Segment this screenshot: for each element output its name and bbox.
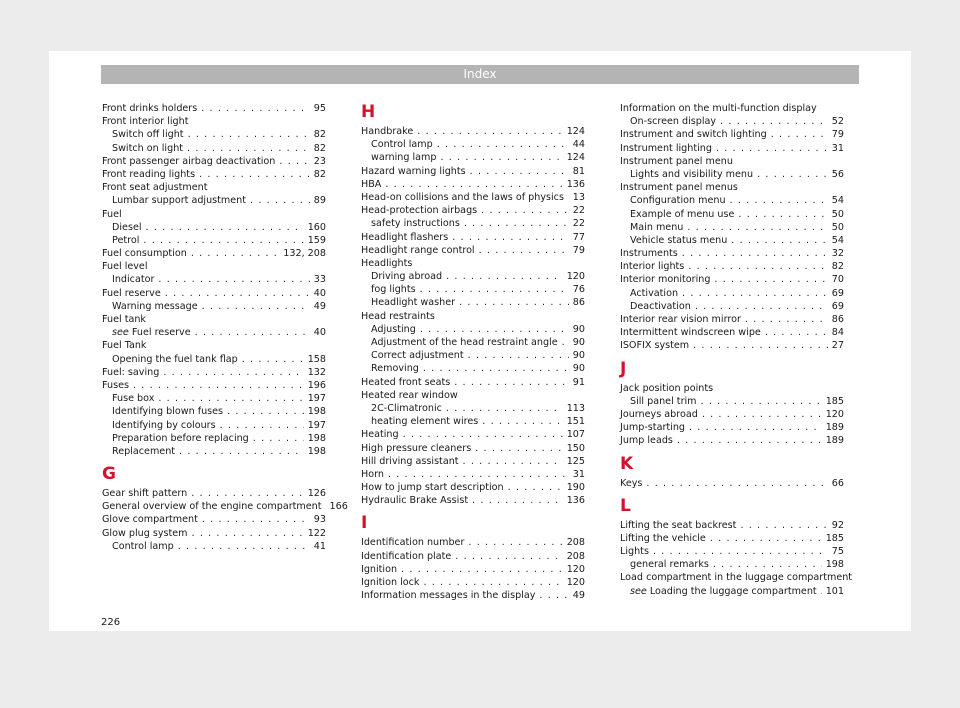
- index-subentry: [620, 115, 844, 128]
- index-entry: [361, 563, 585, 576]
- entry-page: 50: [831, 221, 844, 233]
- entry-page: 44: [572, 139, 585, 151]
- entry-term: 2C-Climatronic: [371, 402, 442, 414]
- index-entry: [620, 421, 844, 434]
- entry-term: Ignition: [361, 563, 398, 575]
- index-entry: [102, 102, 326, 115]
- entry-page: 66: [831, 477, 844, 489]
- entry-term: High pressure cleaners: [361, 442, 472, 454]
- index-subentry: [361, 402, 585, 415]
- index-entry: [620, 273, 844, 286]
- index-entry: [361, 536, 585, 549]
- entry-page: 33: [313, 274, 326, 286]
- page-number: 226: [101, 617, 121, 628]
- index-entry: [361, 550, 585, 563]
- index-subentry: [102, 142, 326, 155]
- entry-page: 86: [831, 314, 844, 325]
- entry-term: Handbrake: [361, 126, 414, 137]
- entry-term: Vehicle status menu: [630, 234, 728, 246]
- entry-page: 101: [825, 585, 844, 597]
- entry-page: 189: [825, 422, 844, 434]
- entry-term: Fuel: saving: [102, 366, 160, 378]
- entry-term: Control lamp: [371, 139, 433, 151]
- index-subentry: [620, 234, 844, 247]
- entry-page: 54: [831, 195, 844, 207]
- entry-page: 120: [566, 577, 585, 588]
- entry-term: Identifying by colours: [112, 419, 216, 431]
- entry-page: 82: [313, 142, 326, 154]
- entry-page: 196: [307, 379, 326, 391]
- entry-page: 150: [566, 442, 585, 454]
- index-heading: Heated rear window: [361, 389, 458, 401]
- index-subentry: [361, 270, 585, 283]
- entry-page: 198: [307, 432, 326, 444]
- entry-term: Headlight range control: [361, 244, 475, 256]
- index-subentry: [102, 326, 326, 339]
- index-entry: [102, 527, 326, 540]
- entry-term: Gear shift pattern: [102, 488, 188, 500]
- index-entry: [361, 231, 585, 244]
- index-subentry: [361, 151, 585, 164]
- entry-page: 120: [566, 271, 585, 283]
- entry-term: Keys: [620, 477, 643, 489]
- entry-page: 189: [825, 435, 844, 447]
- index-entry: [361, 165, 585, 178]
- entry-term: Identifying blown fuses: [112, 406, 224, 418]
- entry-page: 132, 208: [283, 248, 326, 260]
- index-entry: [102, 487, 326, 500]
- entry-term: Adjustment of the head restraint angle: [371, 337, 558, 348]
- section-letter: K: [620, 453, 634, 474]
- page-title: Index: [463, 67, 497, 81]
- entry-page: 90: [572, 363, 585, 375]
- index-heading: Fuel level: [102, 261, 148, 273]
- index-entry: [620, 326, 844, 339]
- index-subentry: [102, 353, 326, 366]
- entry-term: Glove compartment: [102, 514, 198, 526]
- index-subentry: [361, 138, 585, 151]
- entry-term: Heated front seats: [361, 376, 451, 388]
- index-heading: Jack position points: [620, 382, 714, 394]
- index-column-2: [361, 102, 585, 602]
- index-entry: [620, 128, 844, 141]
- entry-page: 160: [307, 221, 326, 233]
- entry-page: 122: [307, 527, 326, 539]
- entry-term: Main menu: [630, 221, 684, 233]
- entry-term: Adjusting: [371, 323, 416, 335]
- index-entry: [620, 477, 844, 490]
- index-entry: [102, 287, 326, 300]
- index-column-1: [102, 102, 348, 553]
- entry-page: 159: [307, 234, 326, 246]
- entry-term: Instrument lighting: [620, 142, 712, 154]
- entry-term: Glow plug system: [102, 527, 188, 539]
- entry-page: 86: [572, 297, 585, 309]
- entry-term: Preparation before replacing: [112, 432, 249, 444]
- entry-term: Head-on collisions and the laws of physics: [361, 191, 564, 203]
- index-entry: [102, 513, 326, 526]
- index-subentry: [620, 208, 844, 221]
- entry-page: 77: [572, 231, 585, 243]
- entry-term: Control lamp: [112, 540, 174, 552]
- entry-page: 120: [566, 563, 585, 575]
- entry-page: 50: [831, 208, 844, 220]
- index-subentry: [361, 349, 585, 362]
- entry-term: How to jump start description: [361, 482, 504, 494]
- index-heading: Headlights: [361, 257, 413, 269]
- index-subentry: [620, 300, 844, 313]
- entry-page: 32: [831, 248, 844, 260]
- entry-page: 158: [307, 353, 326, 365]
- section-letter: L: [620, 495, 631, 516]
- entry-term: Fuel reserve: [102, 287, 161, 299]
- entry-page: 90: [572, 323, 585, 335]
- index-subentry: [620, 585, 844, 598]
- index-entry: [620, 247, 844, 260]
- index-heading: Instrument panel menus: [620, 182, 738, 194]
- index-entry: [361, 244, 585, 257]
- entry-page: 82: [313, 129, 326, 141]
- index-subentry: [102, 405, 326, 418]
- entry-page: 126: [307, 488, 326, 500]
- index-subentry: [620, 221, 844, 234]
- entry-term: Heating: [361, 429, 399, 441]
- section-letter: H: [361, 102, 376, 122]
- entry-page: 151: [566, 416, 585, 428]
- entry-page: 208: [566, 537, 585, 549]
- entry-page: 81: [572, 165, 585, 177]
- index-heading: Information on the multi-function display: [620, 103, 817, 114]
- entry-page: 79: [831, 129, 844, 141]
- entry-term: Lumbar support adjustment: [112, 195, 247, 207]
- index-entry: [361, 455, 585, 468]
- entry-term: Instruments: [620, 248, 678, 260]
- entry-page: 70: [831, 274, 844, 286]
- index-entry: [361, 468, 585, 481]
- entry-page: 82: [831, 261, 844, 273]
- entry-term: Deactivation: [630, 300, 691, 312]
- entry-term: Interior rear vision mirror: [620, 314, 741, 325]
- entry-page: 197: [307, 419, 326, 431]
- entry-page: 31: [831, 142, 844, 154]
- entry-term: Activation: [630, 287, 679, 299]
- index-entry: [102, 366, 326, 379]
- index-entry: [361, 191, 585, 204]
- entry-page: 76: [572, 284, 585, 296]
- entry-term: safety instructions: [371, 218, 460, 230]
- entry-term: Journeys abroad: [620, 408, 698, 420]
- entry-term: Loading the luggage compartment: [649, 585, 817, 597]
- index-entry: [620, 313, 844, 326]
- index-subentry: [361, 296, 585, 309]
- index-subentry: [102, 445, 326, 458]
- index-subentry: [102, 419, 326, 432]
- entry-page: 49: [313, 300, 326, 312]
- entry-page: 91: [572, 376, 585, 388]
- index-subentry: [102, 128, 326, 141]
- index-subentry: [102, 392, 326, 405]
- entry-page: 95: [313, 103, 326, 114]
- entry-term: Head-protection airbags: [361, 205, 478, 217]
- index-subentry: [620, 395, 844, 408]
- entry-term: general remarks: [630, 559, 709, 571]
- entry-term: Lights: [620, 546, 649, 558]
- index-entry: [620, 142, 844, 155]
- index-entry: [361, 589, 585, 602]
- index-entry: [620, 519, 844, 532]
- index-entry: [361, 481, 585, 494]
- entry-page: 40: [313, 327, 326, 339]
- entry-term: Warning message: [112, 300, 198, 312]
- entry-page: 56: [831, 168, 844, 180]
- entry-term: Interior lights: [620, 261, 685, 273]
- index-subentry: [102, 540, 326, 553]
- entry-term: Example of menu use: [630, 208, 735, 220]
- entry-page: 27: [831, 340, 844, 352]
- entry-term: warning lamp: [371, 152, 437, 164]
- index-subentry: [620, 168, 844, 181]
- index-entry: [620, 339, 844, 352]
- index-heading: Fuel: [102, 208, 122, 220]
- entry-term: General overview of the engine compartment: [102, 501, 322, 513]
- index-entry: [620, 408, 844, 421]
- index-entry: [361, 376, 585, 389]
- entry-term: Replacement: [112, 445, 176, 457]
- entry-page: 22: [572, 218, 585, 230]
- entry-term: Sill panel trim: [630, 395, 697, 407]
- entry-page: 107: [566, 429, 585, 441]
- entry-term: Instrument and switch lighting: [620, 129, 767, 141]
- index-heading: Fuel Tank: [102, 340, 147, 352]
- entry-term: Lifting the seat backrest: [620, 519, 737, 531]
- index-entry: [361, 428, 585, 441]
- entry-term: Front passenger airbag deactivation: [102, 155, 276, 167]
- entry-page: 198: [825, 559, 844, 571]
- entry-term: Horn: [361, 468, 384, 480]
- index-entry: [361, 178, 585, 191]
- entry-page: 79: [572, 244, 585, 256]
- index-entry: [102, 155, 326, 168]
- entry-term: Hydraulic Brake Assist: [361, 495, 469, 507]
- entry-page: 198: [307, 406, 326, 418]
- entry-term: Jump-starting: [620, 422, 685, 434]
- entry-term: Correct adjustment: [371, 350, 464, 362]
- index-column-3: [620, 102, 853, 598]
- entry-page: 185: [825, 532, 844, 544]
- entry-page: 52: [831, 116, 844, 128]
- entry-page: 136: [566, 178, 585, 190]
- index-subentry: [361, 283, 585, 296]
- section-letter: G: [102, 464, 116, 485]
- index-entry: [361, 576, 585, 589]
- entry-page: 185: [825, 395, 844, 407]
- entry-page: 40: [313, 287, 326, 299]
- entry-page: 89: [313, 195, 326, 207]
- entry-page: 93: [313, 514, 326, 526]
- entry-term: Front drinks holders: [102, 103, 198, 114]
- entry-page: 90: [572, 350, 585, 362]
- index-entry: [102, 168, 326, 181]
- entry-page: 120: [825, 408, 844, 420]
- index-subentry: [361, 336, 585, 349]
- entry-term: Front reading lights: [102, 168, 196, 180]
- entry-page: 132: [307, 366, 326, 378]
- entry-page: 69: [831, 287, 844, 299]
- entry-page: 23: [313, 155, 326, 167]
- entry-term: Switch off light: [112, 129, 184, 141]
- entry-term: Indicator: [112, 274, 155, 286]
- entry-term: Fuse box: [112, 393, 155, 405]
- entry-term: HBA: [361, 178, 382, 190]
- entry-term: ISOFIX system: [620, 340, 690, 352]
- entry-page: 49: [572, 590, 585, 602]
- index-heading: Fuel tank: [102, 314, 146, 325]
- entry-term: Removing: [371, 363, 419, 375]
- entry-page: 69: [831, 300, 844, 312]
- entry-term: Hazard warning lights: [361, 165, 466, 177]
- section-letter: I: [361, 513, 368, 534]
- index-entry: [620, 532, 844, 545]
- index-header-bar: [101, 65, 859, 84]
- index-subentry: [620, 287, 844, 300]
- entry-term: Diesel: [112, 221, 142, 233]
- index-entry: [361, 494, 585, 507]
- entry-page: 13: [572, 191, 585, 203]
- index-heading: Front interior light: [102, 116, 189, 128]
- entry-term: Interior monitoring: [620, 274, 711, 286]
- entry-term: Intermittent windscreen wipe: [620, 327, 761, 339]
- entry-term: Switch on light: [112, 142, 184, 154]
- index-subentry: [102, 221, 326, 234]
- entry-term: Opening the fuel tank flap: [112, 353, 238, 365]
- entry-term: Identification number: [361, 537, 465, 549]
- index-subentry: [620, 194, 844, 207]
- entry-page: 54: [831, 234, 844, 246]
- see-reference: see: [630, 585, 647, 597]
- entry-page: 84: [831, 327, 844, 339]
- index-entry: [102, 379, 326, 392]
- index-entry: [361, 442, 585, 455]
- entry-term: Fuses: [102, 379, 129, 391]
- index-subentry: [102, 234, 326, 247]
- index-subentry: [620, 558, 844, 571]
- entry-page: 31: [572, 468, 585, 480]
- entry-page: 124: [566, 126, 585, 137]
- index-entry: [620, 545, 844, 558]
- entry-page: 197: [307, 393, 326, 405]
- see-reference: see: [112, 327, 129, 339]
- entry-page: 75: [831, 546, 844, 558]
- index-subentry: [102, 300, 326, 313]
- index-entry: [102, 500, 348, 513]
- index-subentry: [361, 362, 585, 375]
- entry-page: 125: [566, 455, 585, 467]
- index-entry: [361, 125, 585, 138]
- entry-page: 82: [313, 168, 326, 180]
- index-entry: [102, 247, 326, 260]
- entry-page: 166: [329, 501, 348, 513]
- entry-page: 124: [566, 152, 585, 164]
- entry-term: heating element wires: [371, 416, 479, 428]
- entry-page: 190: [566, 482, 585, 494]
- entry-term: Information messages in the display: [361, 590, 536, 602]
- index-subentry: [361, 323, 585, 336]
- index-subentry: [102, 273, 326, 286]
- entry-term: Fuel consumption: [102, 248, 187, 260]
- entry-page: 92: [831, 519, 844, 531]
- index-subentry: [102, 432, 326, 445]
- index-heading: Front seat adjustment: [102, 182, 208, 194]
- entry-term: Configuration menu: [630, 195, 726, 207]
- index-heading: Head restraints: [361, 310, 435, 322]
- entry-term: Headlight flashers: [361, 231, 449, 243]
- section-letter: J: [620, 358, 627, 379]
- index-heading: Instrument panel menu: [620, 155, 733, 167]
- index-entry: [620, 260, 844, 273]
- entry-term: Hill driving assistant: [361, 455, 459, 467]
- entry-term: Identification plate: [361, 550, 452, 562]
- entry-term: On-screen display: [630, 116, 717, 128]
- index-entry: [620, 434, 844, 447]
- index-subentry: [102, 194, 326, 207]
- entry-term: fog lights: [371, 284, 416, 296]
- index-subentry: [361, 415, 585, 428]
- entry-term: Jump leads: [620, 435, 673, 447]
- entry-term: Headlight washer: [371, 297, 456, 309]
- entry-term: Petrol: [112, 234, 140, 246]
- entry-term: Ignition lock: [361, 577, 420, 588]
- entry-term: Fuel reserve: [131, 327, 191, 339]
- entry-page: 136: [566, 495, 585, 507]
- entry-page: 208: [566, 550, 585, 562]
- entry-term: Lifting the vehicle: [620, 532, 706, 544]
- index-subentry: [361, 217, 585, 230]
- entry-page: 90: [572, 337, 585, 348]
- entry-term: Lights and visibility menu: [630, 168, 754, 180]
- index-entry: [361, 204, 585, 217]
- index-heading: Load compartment in the luggage compartment: [620, 572, 853, 584]
- entry-page: 198: [307, 445, 326, 457]
- entry-page: 22: [572, 205, 585, 217]
- entry-page: 113: [566, 402, 585, 414]
- entry-page: 41: [313, 540, 326, 552]
- entry-term: Driving abroad: [371, 271, 443, 283]
